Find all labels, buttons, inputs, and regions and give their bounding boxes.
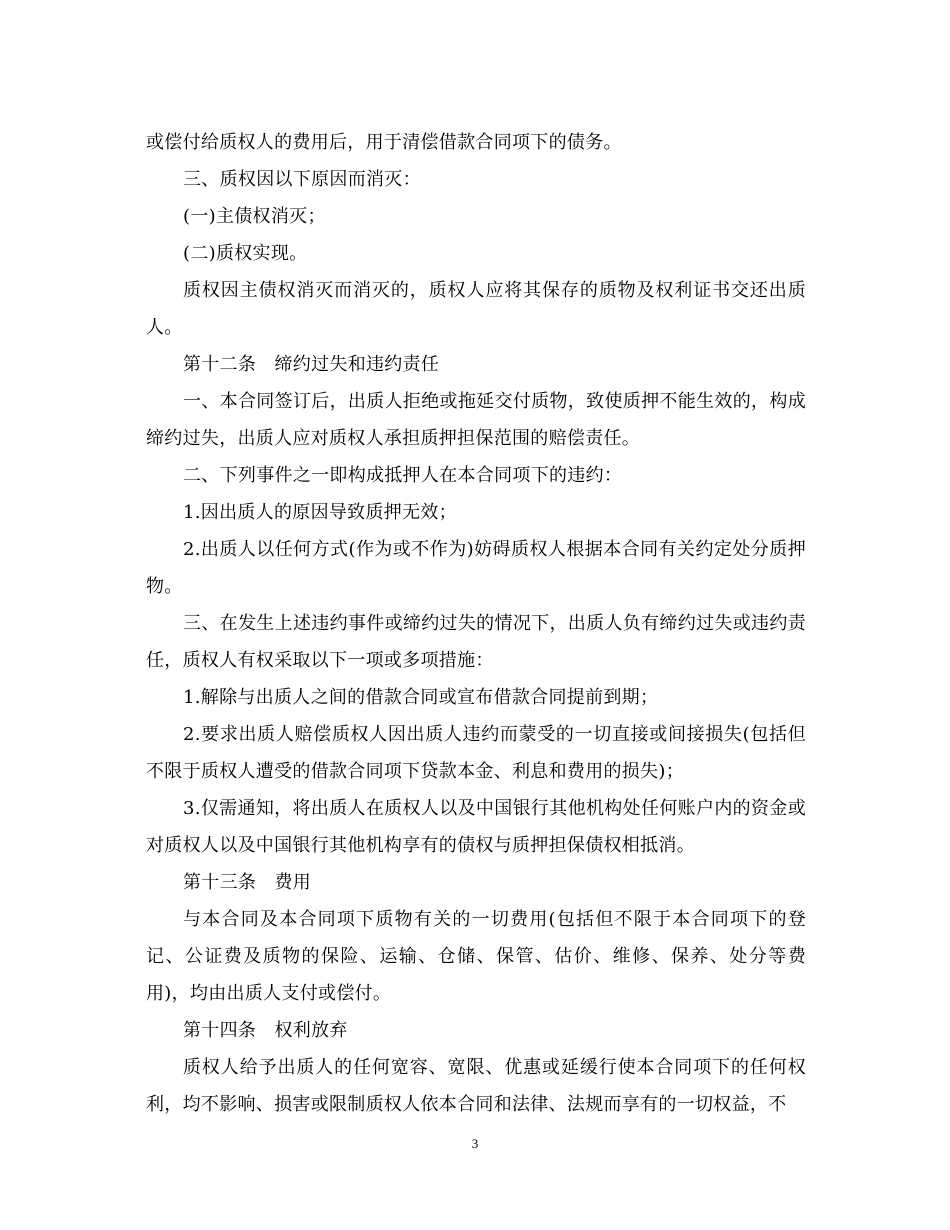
paragraph-waiver: 质权人给予出质人的任何宽容、宽限、优惠或延缓行使本合同项下的任何权利，均不影响、损害或限制质权人依本合同和法律、法规而享有的一切权益，不 [146, 1057, 806, 1115]
article-12-heading: 第十二条 缔约过失和违约责任 [183, 354, 440, 375]
article-14-heading: 第十四条 权利放弃 [183, 1020, 348, 1041]
document-body [146, 124, 806, 1123]
paragraph-expenses: 与本合同及本合同项下质物有关的一切费用(包括但不限于本合同项下的登记、公证费及质物的保险、运输、仓储、保管、估价、维修、保养、处分等费用)，均由出质人支付或偿付。 [146, 909, 806, 1004]
paragraph-item-2: (二)质权实现。 [183, 243, 308, 264]
paragraph-breach-events: 二、下列事件之一即构成抵押人在本合同项下的违约： [183, 465, 623, 486]
paragraph-continuation: 或偿付给质权人的费用后，用于清偿借款合同项下的债务。 [146, 132, 622, 153]
paragraph-remedy-3: 3.仅需通知，将出质人在质权人以及中国银行其他机构处任何账户内的资金或对质权人以及中国银行其他机构享有的债权与质押担保债权相抵消。 [146, 798, 806, 856]
article-13-heading: 第十三条 费用 [183, 872, 312, 893]
paragraph-item-1: (一)主债权消灭； [183, 206, 326, 227]
page-number: 3 [471, 1136, 479, 1151]
paragraph-return-pledge: 质权因主债权消灭而消灭的，质权人应将其保存的质物及权利证书交还出质人。 [146, 280, 806, 338]
paragraph-contracting-fault: 一、本合同签订后，出质人拒绝或拖延交付质物，致使质押不能生效的，构成缔约过失，出质人应对质权人承担质押担保范围的赔偿责任。 [146, 391, 806, 449]
paragraph-breach-2: 2.出质人以任何方式(作为或不作为)妨碍质权人根据本合同有关约定处分质押物。 [146, 539, 806, 597]
paragraph-remedies: 三、在发生上述违约事件或缔约过失的情况下，出质人负有缔约过失或违约责任，质权人有权采取以下一项或多项措施： [146, 613, 806, 671]
paragraph-breach-1: 1.因出质人的原因导致质押无效； [183, 502, 457, 523]
paragraph-termination-clause: 三、质权因以下原因而消灭： [183, 169, 421, 190]
paragraph-remedy-1: 1.解除与出质人之间的借款合同或宣布借款合同提前到期； [183, 687, 659, 708]
paragraph-remedy-2: 2.要求出质人赔偿质权人因出质人违约而蒙受的一切直接或间接损失(包括但不限于质权人遭受的借款合同项下贷款本金、利息和费用的损失)； [146, 724, 806, 782]
